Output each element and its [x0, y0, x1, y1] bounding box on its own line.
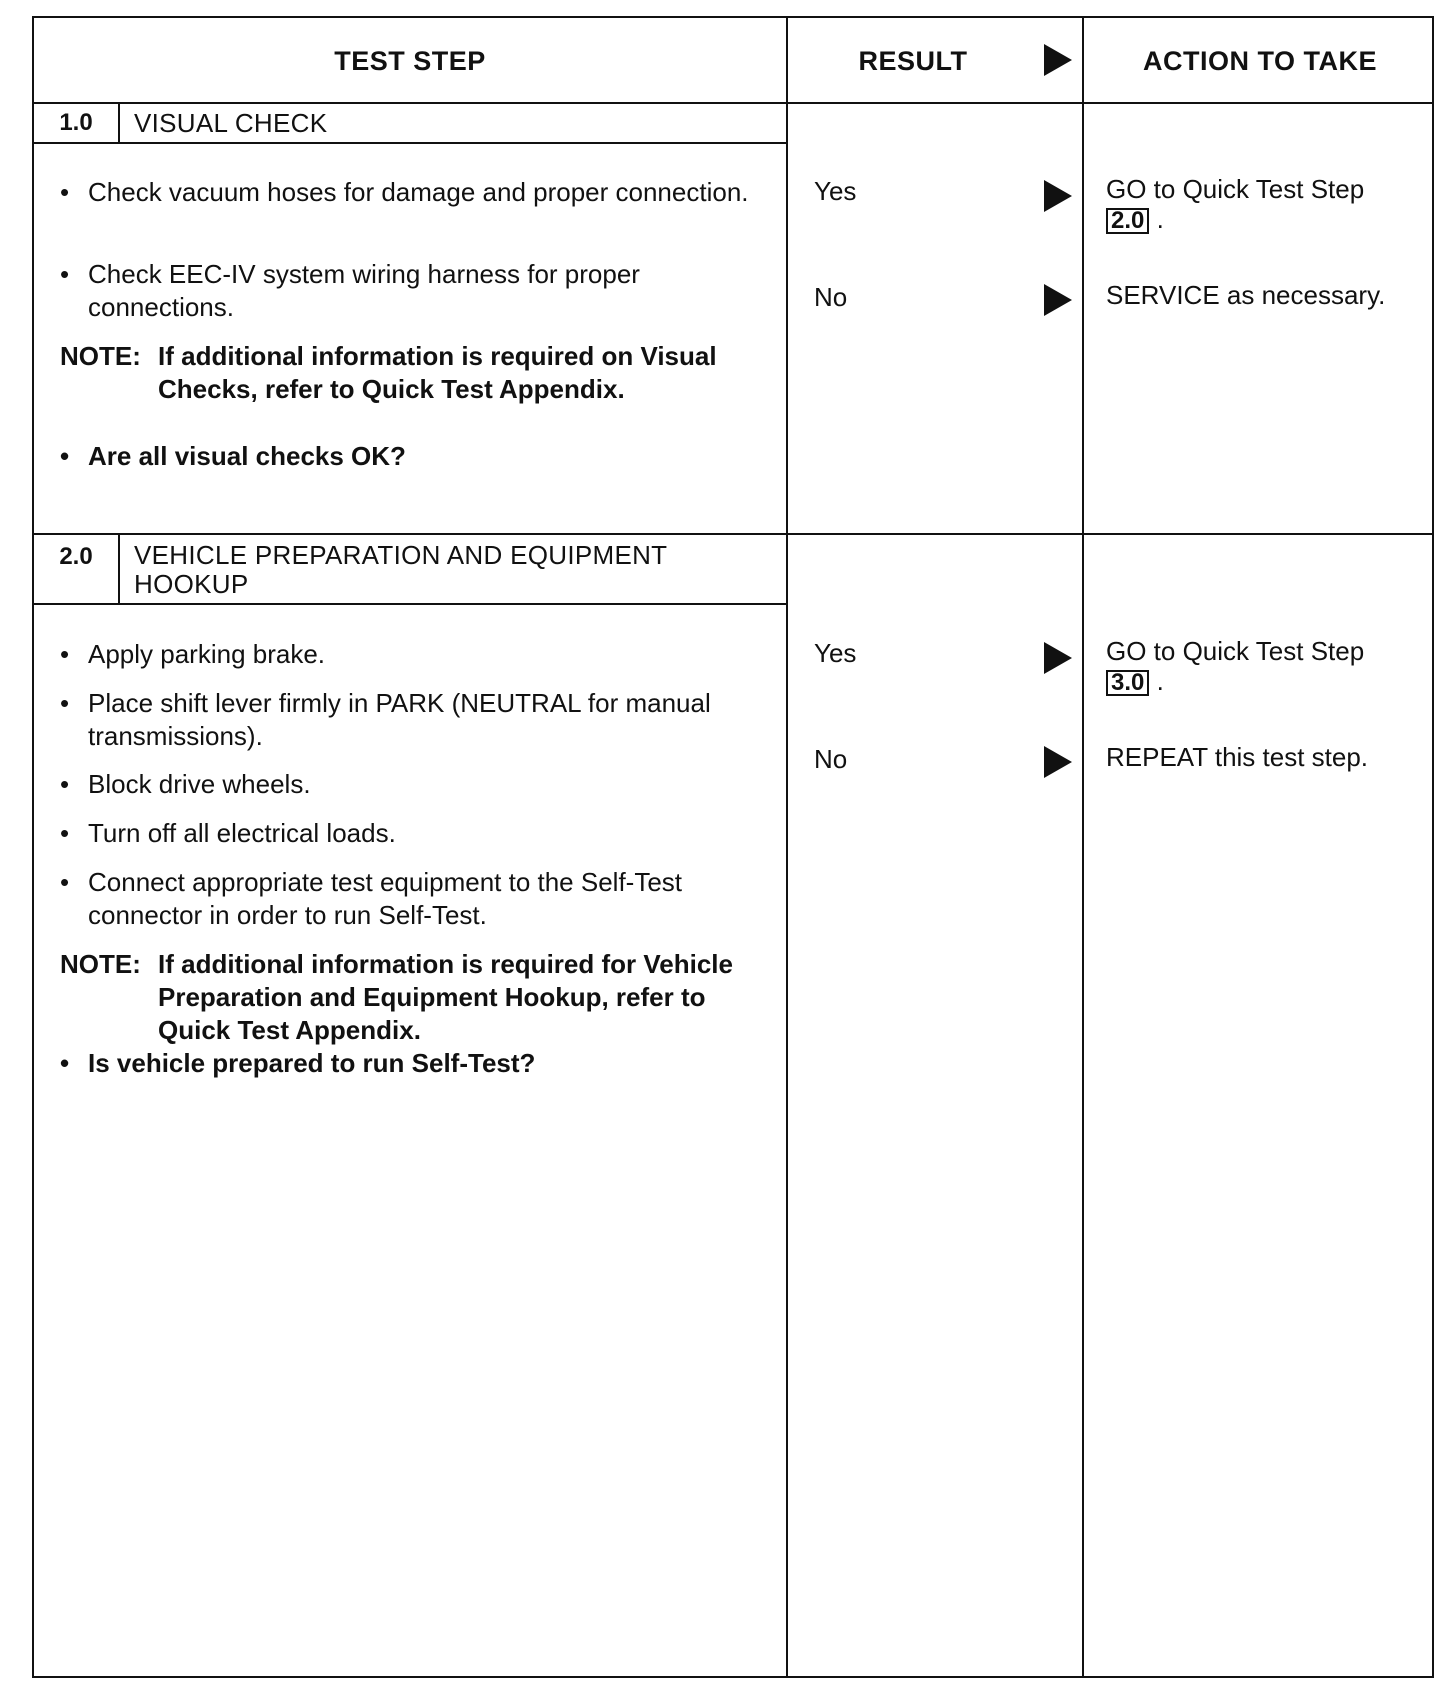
arrow-right-icon [1044, 642, 1072, 674]
action-no: REPEAT this test step. [1106, 742, 1369, 772]
header-test-step: TEST STEP [334, 45, 486, 76]
step-title: VISUAL CHECK [134, 108, 328, 138]
result-yes: Yes [814, 176, 857, 206]
result-yes: Yes [814, 638, 857, 668]
question: • Are all visual checks OK? [60, 441, 406, 471]
list-item: • Check vacuum hoses for damage and proper connection. [60, 177, 749, 207]
result-no: No [814, 282, 848, 312]
action-yes: GO to Quick Test Step 2.0 . [1106, 174, 1365, 234]
list-item: • Connect appropriate test equipment to the Self-Test connector in order to run Self-Test. [60, 867, 683, 930]
list-item: • Check EEC-IV system wiring harness for proper connections. [60, 259, 640, 322]
result-no: No [814, 744, 848, 774]
list-item: • Place shift lever firmly in PARK (NEUTRAL for manual transmissions). [60, 688, 711, 751]
note: NOTE: If additional information is required on Visual Checks, refer to Quick Test Appendix. [60, 341, 717, 404]
arrow-right-icon [1044, 44, 1072, 76]
header-result: RESULT [858, 45, 968, 76]
column-divider-action [1082, 18, 1084, 1676]
question: • Is vehicle prepared to run Self-Test? [60, 1048, 536, 1078]
step-header-2 [34, 535, 786, 605]
list-item: • Turn off all electrical loads. [60, 818, 396, 848]
list-item: • Apply parking brake. [60, 639, 326, 669]
step-title: VEHICLE PREPARATION AND EQUIPMENT HOOKUP [134, 540, 667, 599]
arrow-right-icon [1044, 284, 1072, 316]
list-item: • Block drive wheels. [60, 769, 311, 799]
step-reference: 2.0 [1106, 208, 1149, 234]
step-reference: 3.0 [1106, 670, 1149, 696]
column-divider-result [786, 18, 788, 1676]
action-yes: GO to Quick Test Step 3.0 . [1106, 636, 1365, 696]
step-header-1 [34, 104, 786, 144]
step-number: 1.0 [34, 104, 120, 142]
note: NOTE: If additional information is required for Vehicle Preparation and Equipment Hookup, refer to Quick Test Appendix. [60, 949, 733, 1045]
test-table [32, 16, 1434, 1678]
step-number: 2.0 [34, 535, 120, 603]
action-no: SERVICE as necessary. [1106, 280, 1386, 310]
arrow-right-icon [1044, 746, 1072, 778]
header-action: ACTION TO TAKE [1143, 45, 1377, 76]
arrow-right-icon [1044, 180, 1072, 212]
